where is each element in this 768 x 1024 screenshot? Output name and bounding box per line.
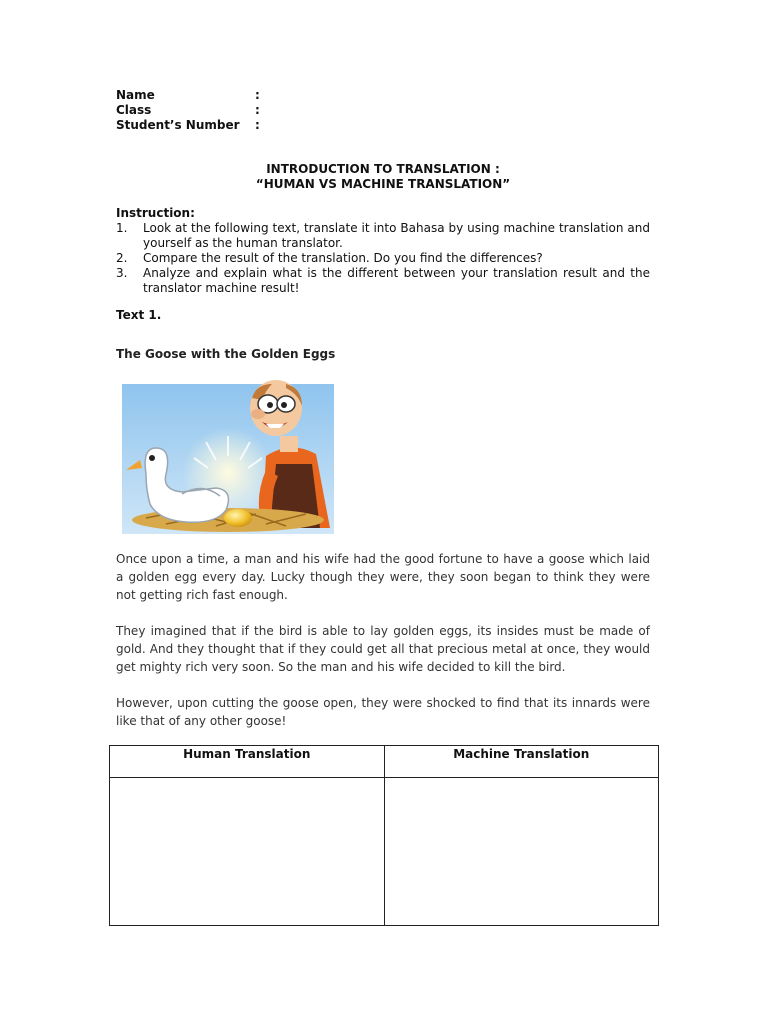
story-paragraph: Once upon a time, a man and his wife had the good fortune to have a goose which laid a golden egg every day. Lucky though they were, they soon began to think they were not getting rich fast enough. [116,552,650,602]
story-text [116,550,650,748]
machine-translation-header: Machine Translation [384,746,659,778]
instruction-text: Compare the result of the translation. Do you find the differences? [143,251,543,265]
instruction-item [116,221,650,251]
instruction-item [116,251,650,266]
instruction-list [116,221,650,296]
title-line-1: INTRODUCTION TO TRANSLATION : [266,162,500,176]
machine-translation-cell[interactable] [384,778,659,926]
name-label: Name [116,88,155,102]
student-number-colon: : [255,118,260,132]
instruction-text: Look at the following text, translate it into Bahasa by using machine translation and yourself as the human translator. [143,221,650,250]
student-number-row [116,118,316,133]
instruction-number: 2. [116,251,128,265]
goose-illustration [116,378,340,538]
student-info [116,88,316,133]
worksheet-title [116,162,650,192]
human-translation-cell[interactable] [110,778,385,926]
instruction-text: Analyze and explain what is the different between your translation result and the translator machine result! [143,266,650,295]
instruction-item [116,266,650,296]
human-translation-header: Human Translation [110,746,385,778]
story-title: The Goose with the Golden Eggs [116,347,336,361]
title-line-2: “HUMAN VS MACHINE TRANSLATION” [255,177,511,191]
class-colon: : [255,103,260,117]
instruction-number: 3. [116,266,128,280]
student-number-label: Student’s Number [116,118,240,132]
class-label: Class [116,103,152,117]
instruction-block [116,206,650,296]
story-paragraph: They imagined that if the bird is able to lay golden eggs, its insides must be made of gold. And they thought that if they could get all that precious metal at once, they would get mighty rich very soon. So the man and his wife decided to kill the bird. [116,624,650,674]
text-number-label: Text 1. [116,308,162,322]
instruction-heading: Instruction: [116,206,195,220]
table-answer-row [110,778,659,926]
translation-table [109,745,659,926]
instruction-number: 1. [116,221,128,235]
name-row [116,88,316,103]
story-paragraph: However, upon cutting the goose open, they were shocked to find that its innards were like that of any other goose! [116,696,650,728]
table-header-row [110,746,659,778]
class-row [116,103,316,118]
name-colon: : [255,88,260,102]
